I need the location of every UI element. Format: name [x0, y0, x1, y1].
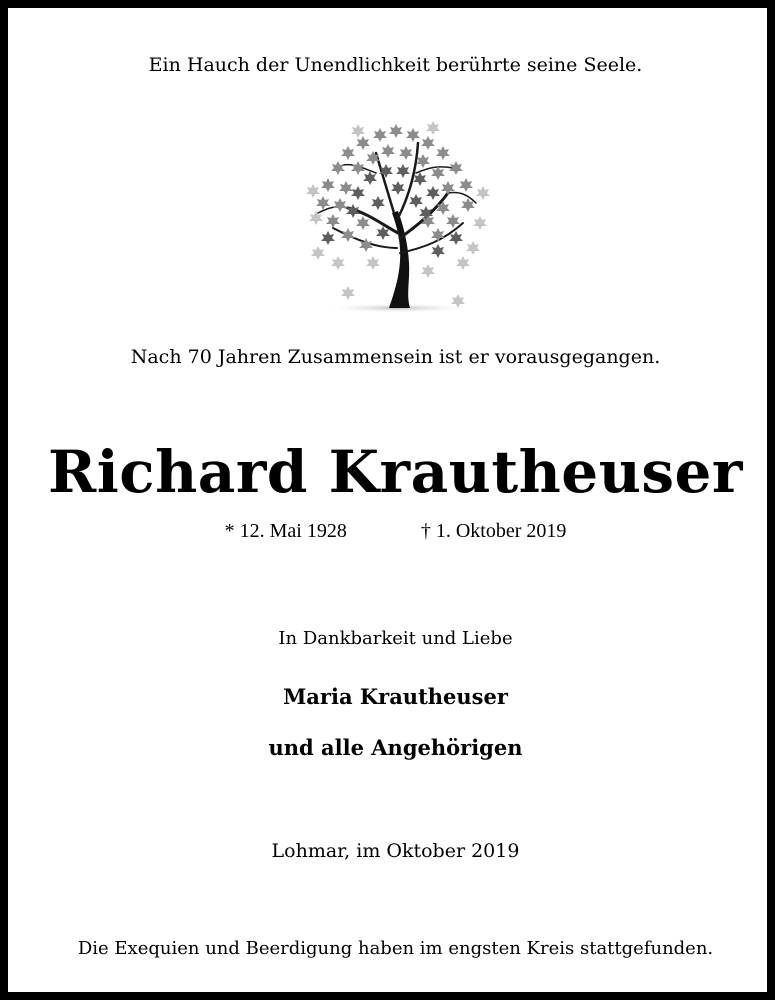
funeral-note: Die Exequien und Beerdigung haben im engsten Kreis stattgefunden. — [77, 938, 714, 959]
birth-date: * 12. Mai 1928 — [224, 520, 347, 542]
deceased-name: Richard Krautheuser — [48, 438, 743, 506]
place-date: Lohmar, im Oktober 2019 — [271, 840, 520, 862]
thanks-text: In Dankbarkeit und Liebe — [278, 628, 513, 649]
motto-text: Ein Hauch der Unendlichkeit berührte seine Seele. — [148, 54, 643, 76]
life-dates — [8, 520, 775, 543]
together-text: Nach 70 Jahren Zusammensein ist er vorausgegangen. — [130, 346, 661, 368]
mourner-name: Maria Krautheuser — [283, 684, 508, 709]
death-date: † 1. Oktober 2019 — [420, 520, 567, 542]
relatives-text: und alle Angehörigen — [268, 735, 523, 760]
autumn-tree-icon — [288, 113, 503, 318]
